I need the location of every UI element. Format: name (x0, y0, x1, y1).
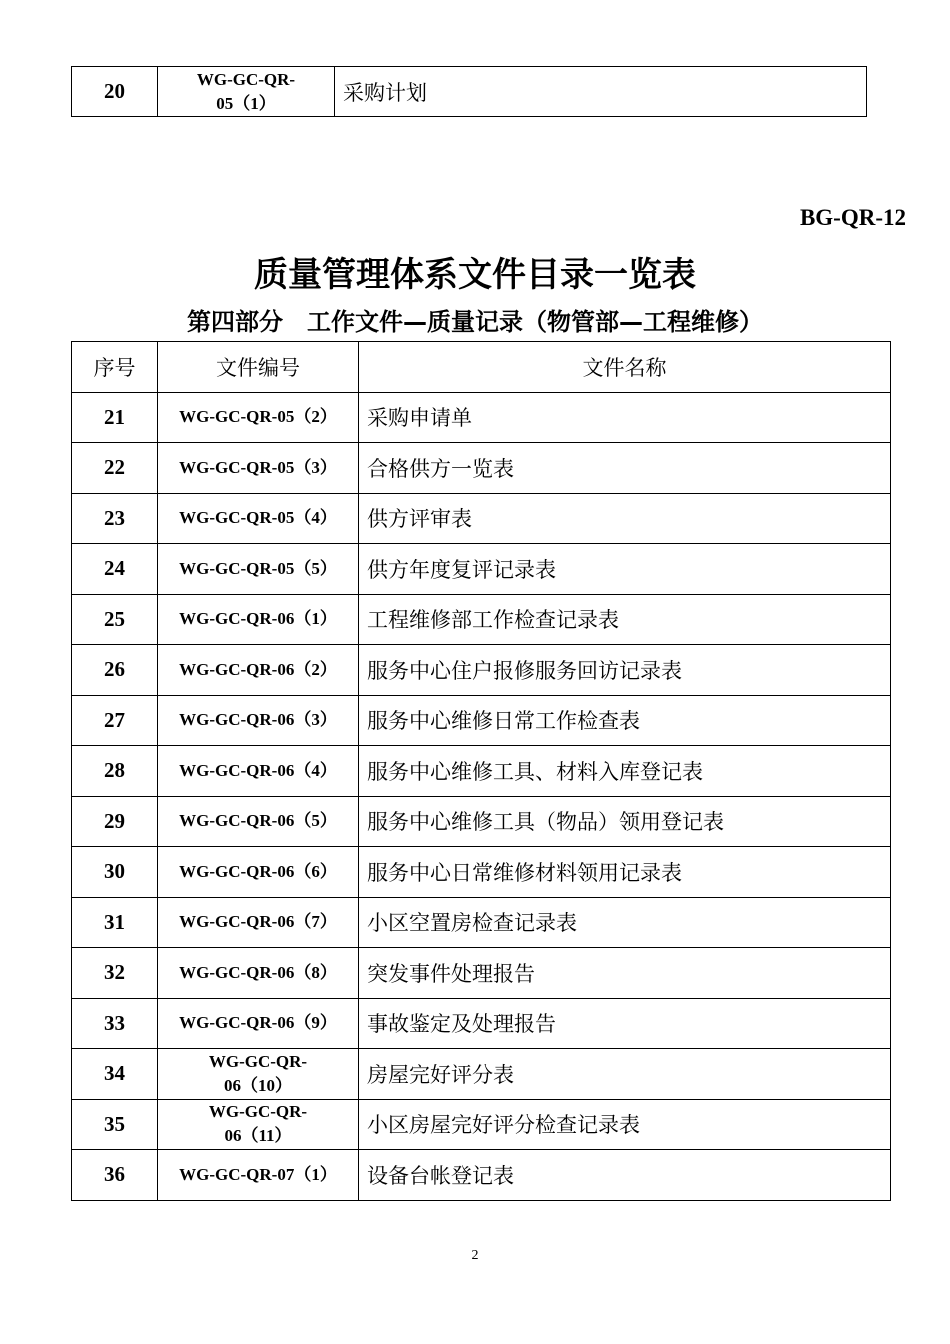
previous-page-table (71, 66, 867, 117)
file-code: WG-GC-QR-06（1） (158, 594, 359, 645)
document-code: BG-QR-12 (799, 205, 906, 230)
table-row (72, 544, 891, 595)
file-code: WG-GC-QR-06（7） (158, 897, 359, 948)
row-number: 34 (72, 1049, 158, 1100)
table-row (72, 1099, 891, 1150)
table-row (72, 998, 891, 1049)
file-code: WG-GC-QR-05（3） (158, 443, 359, 494)
table-row (72, 493, 891, 544)
row-number: 28 (72, 746, 158, 797)
file-name: 设备台帐登记表 (359, 1150, 891, 1201)
file-name: 突发事件处理报告 (359, 948, 891, 999)
row-number: 26 (72, 645, 158, 696)
row-number: 25 (72, 594, 158, 645)
file-code (158, 67, 335, 117)
table-row (72, 392, 891, 443)
file-code: WG-GC-QR-05（5） (158, 544, 359, 595)
file-name: 服务中心维修日常工作检查表 (359, 695, 891, 746)
file-name: 合格供方一览表 (359, 443, 891, 494)
row-number: 20 (72, 67, 158, 117)
table-row (72, 594, 891, 645)
file-name: 房屋完好评分表 (359, 1049, 891, 1100)
file-code: WG-GC-QR-05（4） (158, 493, 359, 544)
file-code-line2: 06（10） (224, 1075, 292, 1095)
row-number: 33 (72, 998, 158, 1049)
file-code: WG-GC-QR-06（5） (158, 796, 359, 847)
file-name: 服务中心住户报修服务回访记录表 (359, 645, 891, 696)
table-row (72, 695, 891, 746)
document-subtitle: 第四部分 工作文件—质量记录（物管部—工程维修） (187, 308, 763, 336)
row-number: 21 (72, 392, 158, 443)
file-code: WG-GC-QR-05（2） (158, 392, 359, 443)
row-number: 22 (72, 443, 158, 494)
row-number: 36 (72, 1150, 158, 1201)
file-code-line1: WG-GC-QR- (208, 1051, 308, 1071)
table-row (72, 67, 867, 117)
row-number: 31 (72, 897, 158, 948)
page-number: 2 (471, 1248, 479, 1263)
table-row (72, 443, 891, 494)
file-code-line1: WG-GC-QR- (208, 1102, 308, 1122)
table-row (72, 1049, 891, 1100)
file-code (158, 1099, 359, 1150)
table-row (72, 897, 891, 948)
file-code: WG-GC-QR-07（1） (158, 1150, 359, 1201)
document-title: 质量管理体系文件目录一览表 (254, 255, 696, 295)
file-name: 供方年度复评记录表 (359, 544, 891, 595)
table-row (72, 746, 891, 797)
header-code: 文件编号 (158, 342, 359, 393)
header-number: 序号 (72, 342, 158, 393)
table-header-row (72, 342, 891, 393)
file-name: 服务中心维修工具（物品）领用登记表 (359, 796, 891, 847)
file-name: 采购申请单 (359, 392, 891, 443)
file-code-line1: WG-GC-QR- (196, 69, 296, 89)
file-code-line2: 05（1） (216, 93, 276, 113)
file-name: 采购计划 (335, 67, 867, 117)
file-code: WG-GC-QR-06（8） (158, 948, 359, 999)
file-name: 供方评审表 (359, 493, 891, 544)
file-name: 工程维修部工作检查记录表 (359, 594, 891, 645)
table-body (72, 392, 891, 1200)
file-code: WG-GC-QR-06（3） (158, 695, 359, 746)
file-code: WG-GC-QR-06（9） (158, 998, 359, 1049)
table-row (72, 1150, 891, 1201)
row-number: 24 (72, 544, 158, 595)
header-name: 文件名称 (359, 342, 891, 393)
row-number: 23 (72, 493, 158, 544)
table-row (72, 796, 891, 847)
table-row (72, 847, 891, 898)
table-row (72, 948, 891, 999)
file-code-line2: 06（11） (224, 1126, 292, 1146)
file-code: WG-GC-QR-06（4） (158, 746, 359, 797)
file-directory-table (71, 341, 891, 1201)
row-number: 35 (72, 1099, 158, 1150)
file-name: 小区空置房检查记录表 (359, 897, 891, 948)
file-code: WG-GC-QR-06（6） (158, 847, 359, 898)
row-number: 30 (72, 847, 158, 898)
file-code: WG-GC-QR-06（2） (158, 645, 359, 696)
file-name: 服务中心维修工具、材料入库登记表 (359, 746, 891, 797)
row-number: 29 (72, 796, 158, 847)
row-number: 32 (72, 948, 158, 999)
table-row (72, 645, 891, 696)
file-code (158, 1049, 359, 1100)
row-number: 27 (72, 695, 158, 746)
file-name: 事故鉴定及处理报告 (359, 998, 891, 1049)
file-name: 小区房屋完好评分检查记录表 (359, 1099, 891, 1150)
file-name: 服务中心日常维修材料领用记录表 (359, 847, 891, 898)
